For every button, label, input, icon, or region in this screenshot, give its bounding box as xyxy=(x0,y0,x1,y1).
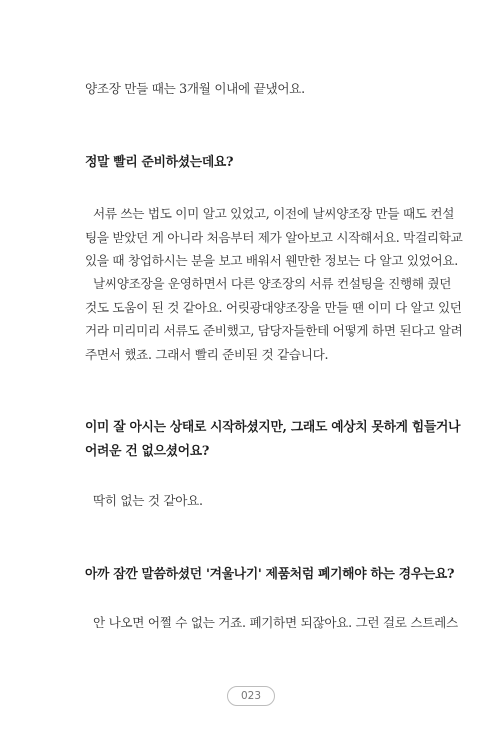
question-heading: 아까 잠깐 말씀하셨던 '겨울나기' 제품처럼 폐기해야 하는 경우는요? xyxy=(85,567,455,582)
answer-line: 딱히 없는 것 같아요. xyxy=(93,493,203,508)
question-heading: 정말 빨리 준비하셨는데요? xyxy=(85,155,234,170)
answer-line: 거라 미리미리 서류도 준비했고, 담당자들한테 어떻게 하면 된다고 알려 xyxy=(85,323,463,338)
answer-line: 주면서 했죠. 그래서 빨리 준비된 것 같습니다. xyxy=(85,347,329,362)
paragraph-line: 양조장 만들 때는 3개월 이내에 끝냈어요. xyxy=(85,81,305,96)
page-number-badge: 023 xyxy=(227,686,275,706)
answer-line: 안 나오면 어쩔 수 없는 거죠. 폐기하면 되잖아요. 그런 걸로 스트레스 xyxy=(93,615,458,630)
answer-line: 날씨양조장을 운영하면서 다른 양조장의 서류 컨설팅을 진행해 줬던 xyxy=(93,276,452,291)
answer-line: 서류 쓰는 법도 이미 알고 있었고, 이전에 날씨양조장 만들 때도 컨설 xyxy=(93,206,455,221)
question-heading: 어려운 건 없으셨어요? xyxy=(85,444,210,459)
answer-line: 팅을 받았던 게 아니라 처음부터 제가 알아보고 시작해서요. 막걸리학교 xyxy=(85,230,463,245)
answer-line: 있을 때 창업하시는 분을 보고 배워서 웬만한 정보는 다 알고 있었어요. xyxy=(85,253,458,268)
answer-line: 것도 도움이 된 것 같아요. 어릿광대양조장을 만들 땐 이미 다 알고 있던 xyxy=(85,300,462,315)
question-heading: 이미 잘 아시는 상태로 시작하셨지만, 그래도 예상치 못하게 힘들거나 xyxy=(85,420,461,435)
